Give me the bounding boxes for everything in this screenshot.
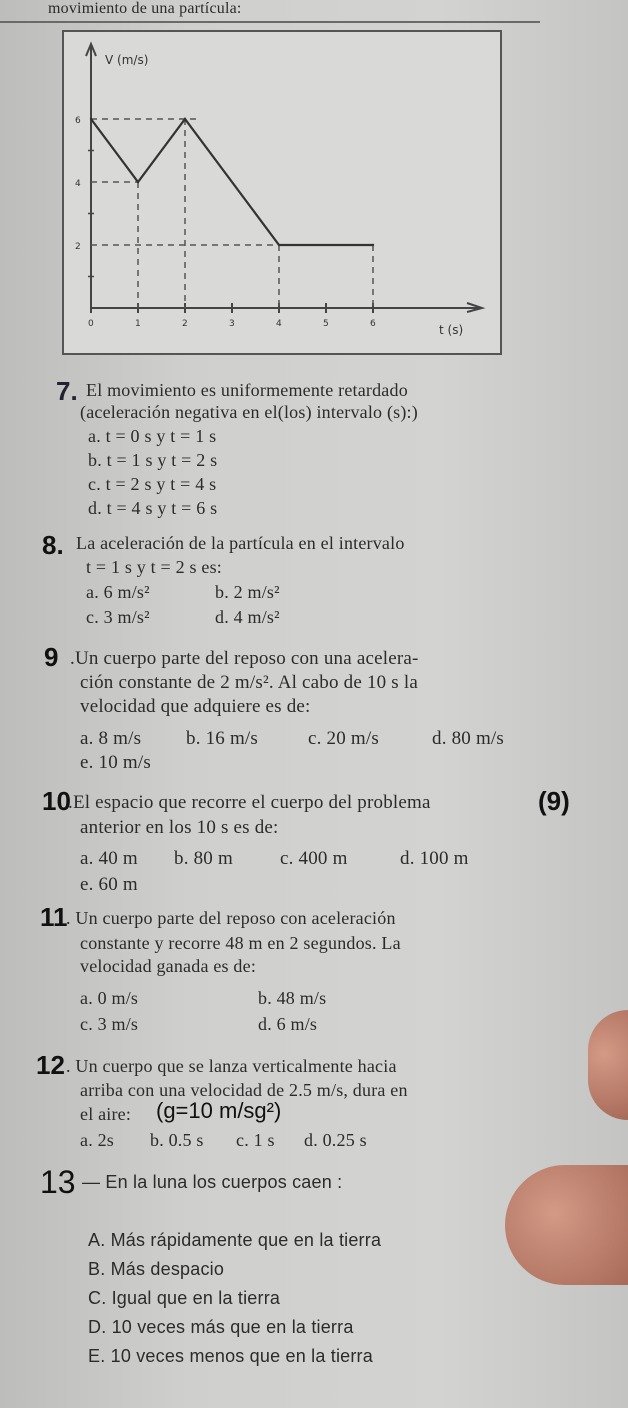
thumb-image (505, 1165, 628, 1285)
question-text: el aire: (80, 1104, 132, 1124)
handwritten-note: (g=10 m/sg²) (156, 1098, 282, 1123)
question-number: 11 (40, 902, 68, 932)
option: C. Igual que en la tierra (88, 1288, 281, 1308)
velocity-time-graph (62, 30, 502, 355)
question-text: El movimiento es uniformemente retardado (86, 380, 408, 400)
option: c. t = 2 s y t = 4 s (88, 474, 217, 494)
option: d. 0.25 s (304, 1130, 367, 1150)
option: c. 20 m/s (308, 728, 379, 749)
question-text: velocidad que adquiere es de: (80, 696, 311, 717)
option: c. 3 m/s (80, 1014, 139, 1034)
chart-svg (64, 32, 500, 353)
option: D. 10 veces más que en la tierra (88, 1317, 354, 1337)
data-point (184, 118, 186, 120)
option: b. 80 m (174, 848, 233, 869)
option: b. t = 1 s y t = 2 s (88, 450, 218, 470)
data-point (278, 244, 280, 246)
data-point (137, 181, 139, 183)
option: a. t = 0 s y t = 1 s (88, 426, 217, 446)
option: d. 4 m/s² (215, 607, 280, 627)
header-text: movimiento de una partícula: (48, 0, 242, 17)
question-text: ción constante de 2 m/s². Al cabo de 10 s la (80, 672, 418, 693)
velocity-line (91, 119, 373, 245)
y-tick-label: 6 (75, 116, 81, 126)
question-text: . Un cuerpo que se lanza verticalmente hacia (66, 1056, 397, 1076)
handwritten-note: (9) (538, 786, 570, 816)
option: b. 16 m/s (186, 728, 259, 749)
x-axis-label: t (s) (439, 323, 464, 337)
option: a. 40 m (80, 848, 138, 869)
option: a. 0 m/s (80, 988, 139, 1008)
question-text: .Un cuerpo parte del reposo con una acelera- (70, 648, 419, 669)
question-number: 13 (40, 1164, 76, 1200)
y-tick-label: 2 (75, 242, 81, 252)
divider (0, 21, 540, 23)
option: d. t = 4 s y t = 6 s (88, 498, 218, 518)
x-tick-label: 2 (182, 319, 188, 329)
option: d. 80 m/s (432, 728, 505, 749)
question-text: arriba con una velocidad de 2.5 m/s, dura en (80, 1080, 408, 1100)
y-axis-label: V (m/s) (105, 53, 149, 67)
question-text: anterior en los 10 s es de: (80, 817, 279, 838)
question-text: . Un cuerpo parte del reposo con aceleración (66, 908, 396, 928)
option: c. 400 m (280, 848, 348, 869)
x-tick-label: 3 (229, 319, 235, 329)
option: E. 10 veces menos que en la tierra (88, 1346, 373, 1366)
option: c. 3 m/s² (86, 607, 150, 627)
option: a. 6 m/s² (86, 582, 150, 602)
x-tick-label: 0 (88, 319, 94, 329)
question-text: velocidad ganada es de: (80, 956, 257, 976)
option: d. 6 m/s (258, 1014, 318, 1034)
option: b. 0.5 s (150, 1130, 204, 1150)
option: B. Más despacio (88, 1259, 225, 1279)
question-number: 9 (44, 642, 59, 672)
option: b. 48 m/s (258, 988, 327, 1008)
question-text: constante y recorre 48 m en 2 segundos. La (80, 933, 401, 953)
option: d. 100 m (400, 848, 469, 869)
question-number: 12 (36, 1050, 65, 1080)
question-text: — En la luna los cuerpos caen : (82, 1172, 343, 1192)
x-tick-label: 4 (276, 319, 282, 329)
data-point (90, 118, 92, 120)
question-text: (aceleración negativa en el(los) intervalo (s):) (80, 402, 418, 422)
option: a. 2s (80, 1130, 114, 1150)
option: a. 8 m/s (80, 728, 142, 749)
option: e. 60 m (80, 874, 138, 895)
question-number: 7. (56, 376, 78, 406)
option: c. 1 s (236, 1130, 275, 1150)
question-number: 10 (42, 786, 71, 816)
option: b. 2 m/s² (215, 582, 280, 602)
option: A. Más rápidamente que en la tierra (88, 1230, 382, 1250)
finger-image (588, 1010, 628, 1120)
question-number: 8. (42, 530, 64, 560)
data-point (372, 244, 374, 246)
y-tick-label: 4 (75, 179, 81, 189)
question-text: La aceleración de la partícula en el intervalo (76, 533, 405, 553)
question-text: t = 1 s y t = 2 s es: (86, 557, 223, 577)
x-tick-label: 6 (370, 319, 376, 329)
x-tick-label: 1 (135, 319, 141, 329)
option: e. 10 m/s (80, 752, 151, 773)
x-tick-label: 5 (323, 319, 329, 329)
question-text: .El espacio que recorre el cuerpo del problema (68, 792, 431, 813)
